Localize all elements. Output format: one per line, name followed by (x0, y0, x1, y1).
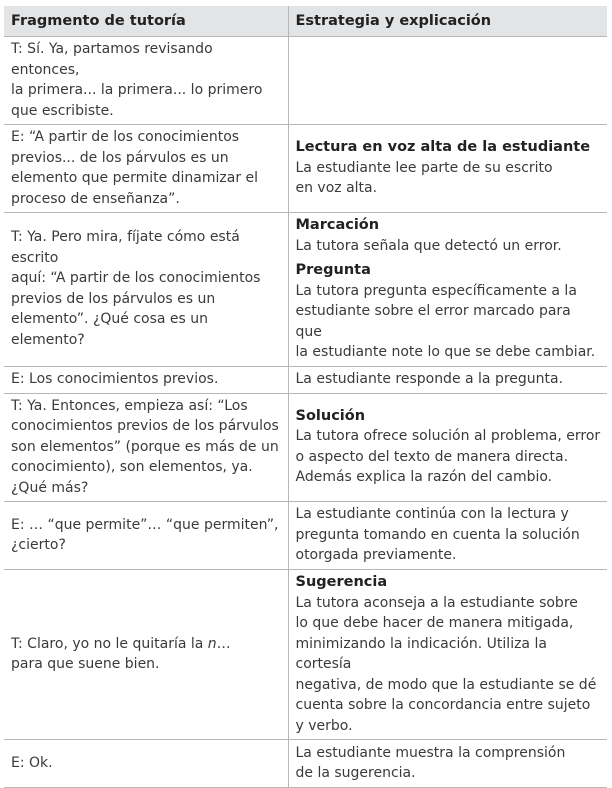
table-row (4, 502, 607, 570)
strategy-cell (288, 213, 607, 367)
fragment-cell (4, 570, 288, 740)
table-row (4, 366, 607, 393)
strategy-heading: Sugerencia (295, 574, 388, 590)
strategy-heading: Lectura en voz alta de la estudiante (295, 139, 591, 156)
table-row (4, 213, 607, 367)
strategy-text: La tutora aconseja a la estudiante sobre lo que debe hacer de manera mitigada, minimizando la indicación. Utiliza la cortesía negativa, de modo que la estudiante se dé cuenta sobre la concordancia entre sujeto y verbo. (295, 594, 597, 734)
fragment-cell: E: Los conocimientos previos. (4, 366, 288, 393)
fragment-cell: T: Ya. Pero mira, fíjate cómo está escrito aquí: “A partir de los conocimientos previos de los párvulos es un elemento”. ¿Qué cosa es un elemento? (4, 213, 288, 367)
strategy-cell (288, 37, 607, 125)
strategy-text: La estudiante lee parte de su escrito en voz alta. (295, 159, 553, 197)
strategy-text: La estudiante continúa con la lectura y pregunta tomando en cuenta la solución otorgada previamente. (288, 502, 607, 570)
strategy-text: La estudiante responde a la pregunta. (288, 366, 607, 393)
header-strategy: Estrategia y explicación (288, 6, 607, 37)
strategy-heading: Marcación (295, 217, 380, 233)
table-row (4, 37, 607, 125)
strategy-text: La tutora señala que detectó un error. (295, 237, 562, 254)
strategy-cell (288, 125, 607, 213)
fragment-cell: E: … “que permite”… “que permiten”, ¿cierto? (4, 502, 288, 570)
fragment-cell: E: Ok. (4, 740, 288, 788)
strategy-cell (288, 570, 607, 740)
fragment-emphasis: n (207, 635, 217, 652)
fragment-text: … para que suene bien. (11, 635, 231, 672)
fragment-cell: E: “A partir de los conocimientos previos... de los párvulos es un elemento que permite dinamizar el proceso de enseñanza”. (4, 125, 288, 213)
strategy-text: La estudiante muestra la comprensión de la sugerencia. (288, 740, 607, 788)
fragment-text: T: Claro, yo no le quitaría la (11, 635, 208, 652)
table-row (4, 393, 607, 502)
fragment-cell: T: Ya. Entonces, empieza así: “Los conocimientos previos de los párvulos son elementos” (porque es más de un conocimiento), son elementos, ya. ¿Qué más? (4, 393, 288, 502)
strategy-heading: Solución (295, 407, 366, 424)
strategy-text: La tutora pregunta específicamente a la estudiante sobre el error marcado para que la estudiante note lo que se debe cambiar. (295, 282, 596, 360)
strategy-text: La tutora ofrece solución al problema, error o aspecto del texto de manera directa. Además explica la razón del cambio. (295, 428, 601, 486)
table-row (4, 570, 607, 740)
table-row (4, 740, 607, 788)
strategy-heading: Pregunta (295, 262, 371, 278)
strategy-cell (288, 393, 607, 502)
table-row (4, 125, 607, 213)
header-fragment: Fragmento de tutoría (4, 6, 288, 37)
tutoring-table (4, 6, 607, 788)
header-row (4, 6, 607, 37)
fragment-cell: T: Sí. Ya, partamos revisando entonces, la primera... la primera... lo primero que escribiste. (4, 37, 288, 125)
